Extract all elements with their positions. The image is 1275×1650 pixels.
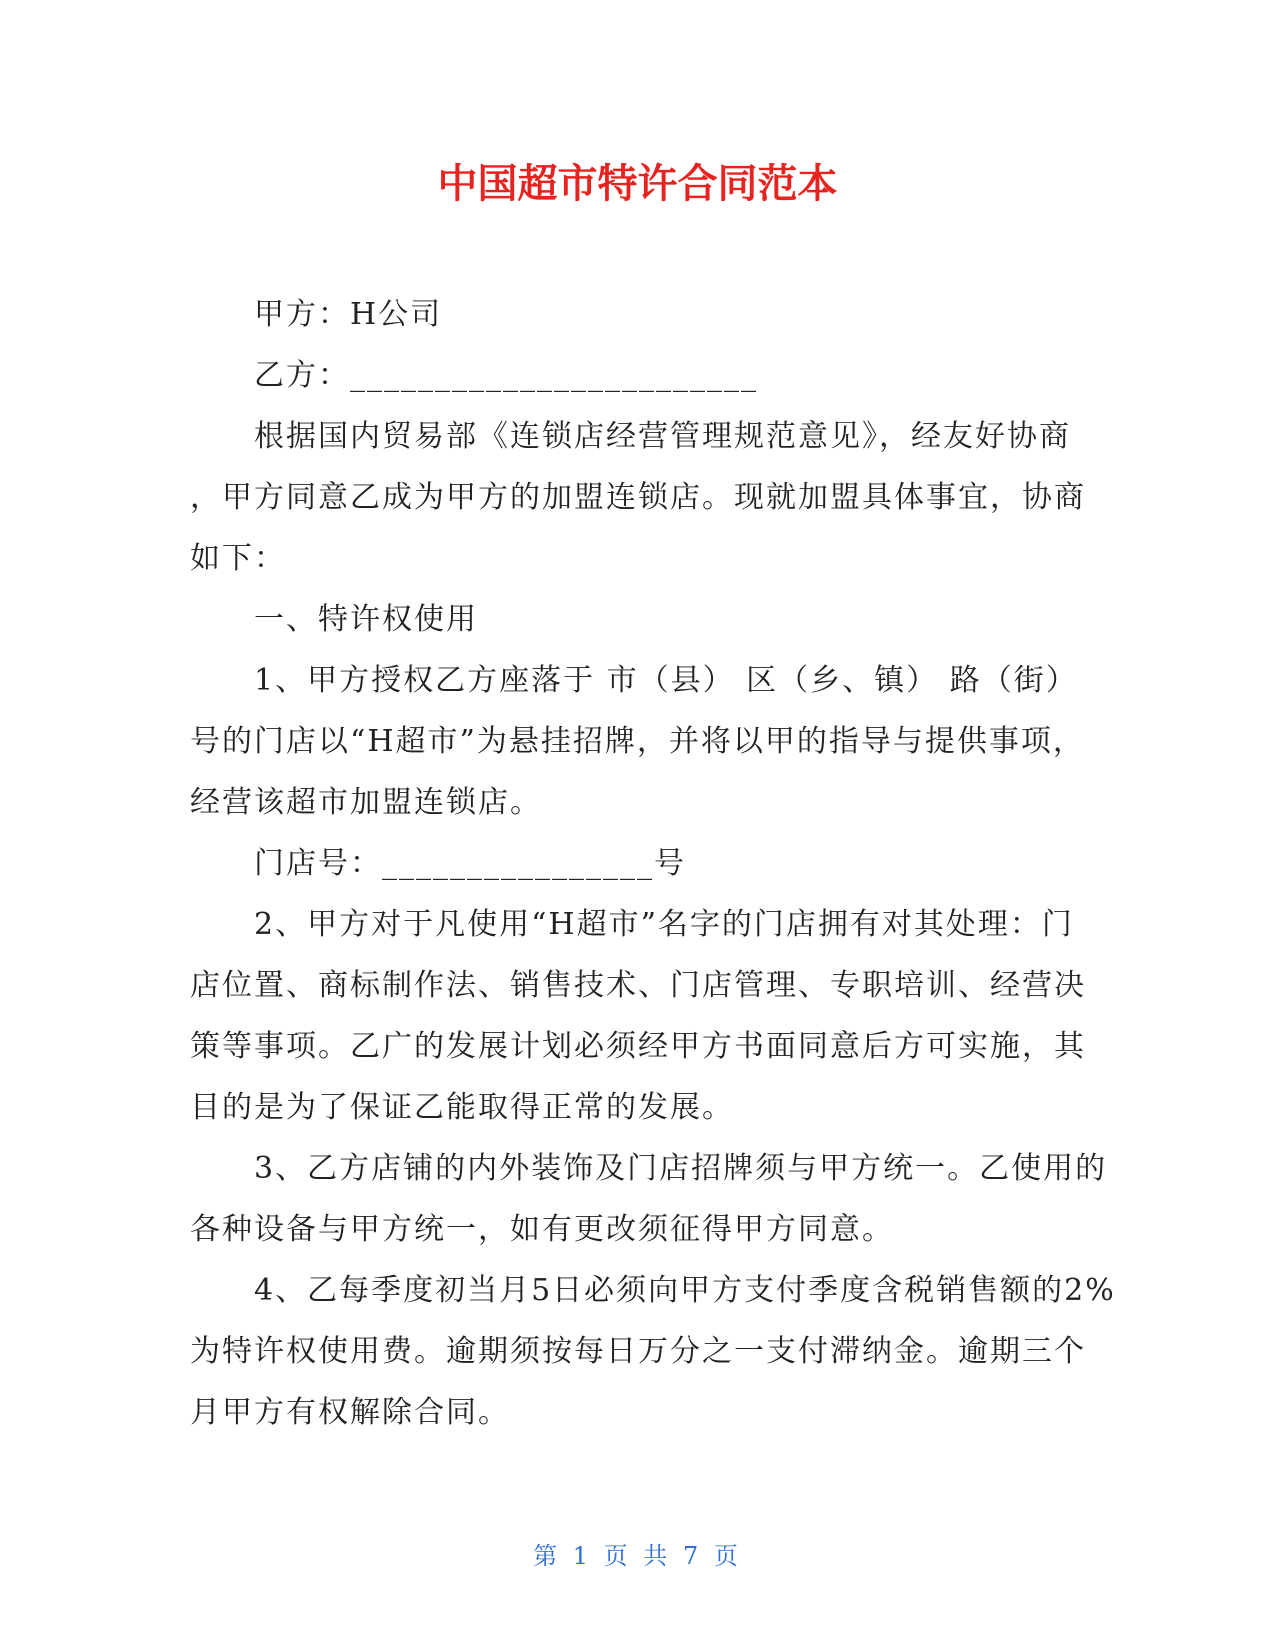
intro-paragraph [190,406,1086,589]
clause-1-paragraph [190,650,1085,833]
clause-3-line: 3、乙方店铺的内外装饰及门店招牌须与甲方统一。乙使用的 [254,1151,1108,1186]
intro-line: 根据国内贸易部《连锁店经营管理规范意见》，经友好协商 [254,419,1071,454]
clause-4-paragraph [190,1260,1116,1443]
clause-1-line: 号的门店以“H超市”为悬挂招牌，并将以甲的指导与提供事项， [190,724,1085,759]
clause-4-line: 为特许权使用费。逾期须按每日万分之一支付滞纳金。逾期三个 [190,1334,1086,1369]
clause-2-line: 2、甲方对于凡使用“H超市”名字的门店拥有对其处理：门 [254,907,1074,942]
document-title: 中国超市特许合同范本 [437,161,838,207]
clause-3-paragraph [190,1138,1108,1260]
clause-1-line: 经营该超市加盟连锁店。 [190,785,542,820]
document-body [190,284,1116,1443]
store-number-line: 门店号：________________号 [254,846,686,881]
party-a-line: 甲方：H公司 [254,297,443,332]
intro-line: 如下： [190,541,286,576]
clause-2-line: 目的是为了保证乙能取得正常的发展。 [190,1090,734,1125]
page-number: 第 1 页 共 7 页 [533,1542,742,1570]
section-1-heading: 一、特许权使用 [254,602,478,637]
clause-2-line: 策等事项。乙广的发展计划必须经甲方书面同意后方可实施，其 [190,1029,1086,1064]
clause-2-line: 店位置、商标制作法、销售技术、门店管理、专职培训、经营决 [190,968,1086,1003]
clause-3-line: 各种设备与甲方统一，如有更改须征得甲方同意。 [190,1212,894,1247]
clause-1-line: 1、甲方授权乙方座落于 市（县） 区（乡、镇） 路（街） [254,663,1078,698]
party-b-line: 乙方：________________________ [254,358,758,393]
intro-line: ，甲方同意乙成为甲方的加盟连锁店。现就加盟具体事宜，协商 [190,480,1086,515]
clause-2-paragraph [190,894,1086,1138]
clause-4-line: 4、乙每季度初当月5日必须向甲方支付季度含税销售额的2% [254,1273,1116,1308]
clause-4-line: 月甲方有权解除合同。 [190,1395,510,1430]
